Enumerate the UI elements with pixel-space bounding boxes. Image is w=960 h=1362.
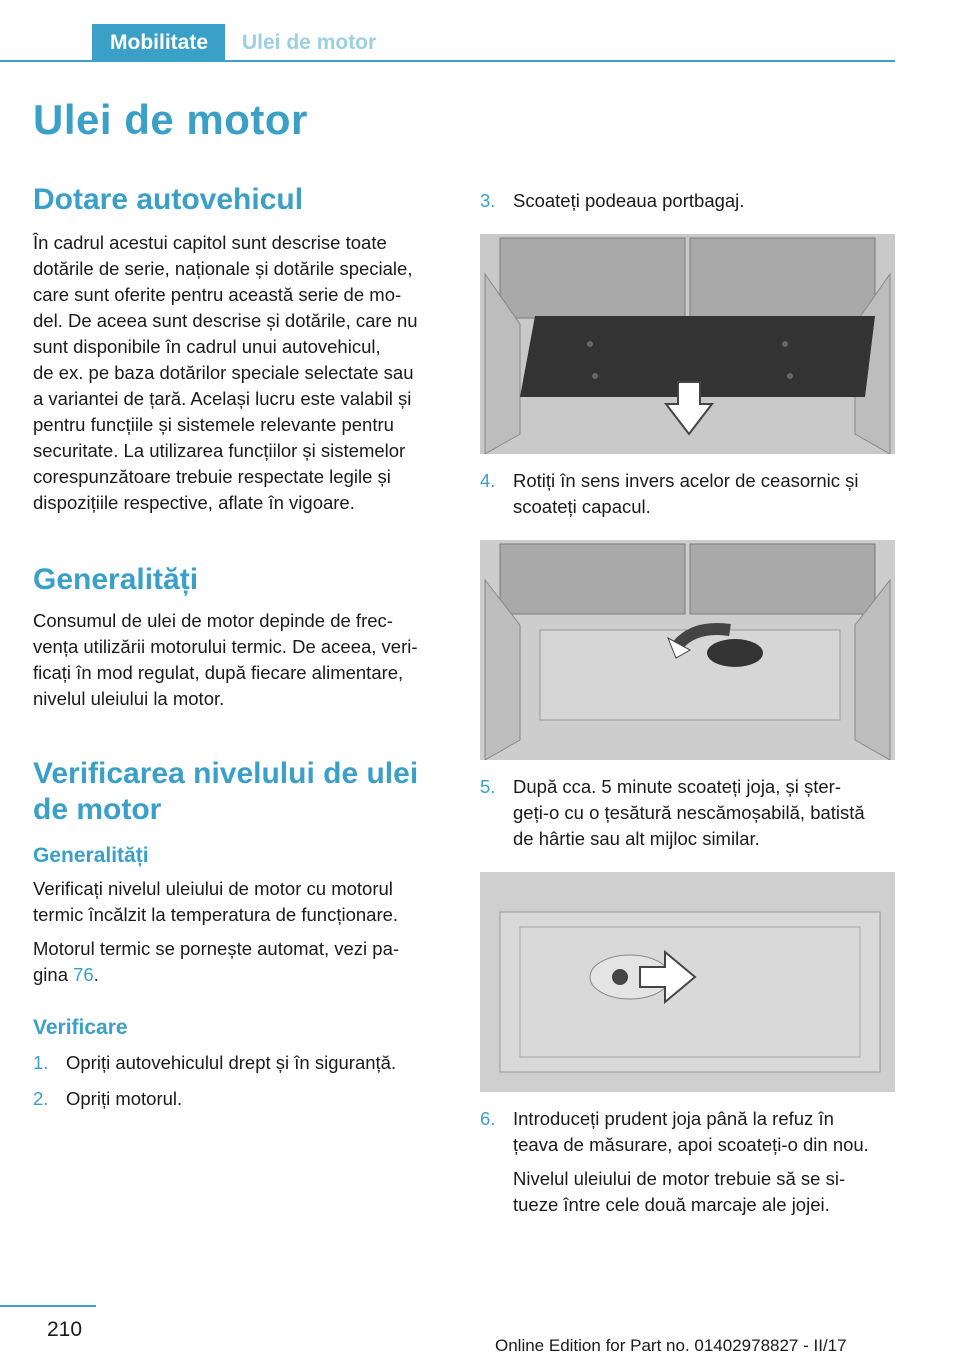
step-text: de hârtie sau alt mijloc similar. xyxy=(513,828,760,849)
step-3 xyxy=(480,188,900,214)
text-line: de ex. pe baza dotărilor speciale selectate sau xyxy=(33,362,414,383)
text-line: dispozițiile respective, aflate în vigoare. xyxy=(33,492,355,513)
trunk-floor-illustration xyxy=(480,234,895,454)
step-4 xyxy=(480,468,900,520)
text-fragment: gina xyxy=(33,964,74,985)
step-text: După cca. 5 minute scoateți joja, și șter‐ xyxy=(513,776,842,797)
step-number: 4. xyxy=(480,470,496,491)
dipstick-illustration xyxy=(480,872,895,1092)
heading-dotare-autovehicul: Dotare autovehicul xyxy=(33,183,304,216)
subheading-generalitati: Generalități xyxy=(33,844,149,867)
step-5 xyxy=(480,774,900,852)
left-column xyxy=(33,180,453,1112)
text-line: pentru funcțiile și sistemele relevante pentru xyxy=(33,414,394,435)
text-line: ficați în mod regulat, după fiecare alimentare, xyxy=(33,662,404,683)
figure-remove-cover xyxy=(480,540,895,760)
heading-line: Verificarea nivelului de ulei xyxy=(33,757,419,790)
page-number: 210 xyxy=(47,1318,83,1341)
page-link-76[interactable]: 76 xyxy=(73,964,94,985)
text-line: Consumul de ulei de motor depinde de frec‐ xyxy=(33,610,393,631)
text-line: dotările de serie, naționale și dotările speciale, xyxy=(33,258,413,279)
footer-rule xyxy=(0,1305,96,1307)
step-text: Rotiți în sens invers acelor de ceasornic și xyxy=(513,470,859,491)
text-line: nivelul uleiului la motor. xyxy=(33,688,225,709)
step-number: 1. xyxy=(33,1052,49,1073)
text-line: del. De aceea sunt descrise și dotările, care nu xyxy=(33,310,418,331)
text-line: Verificați nivelul uleiului de motor cu motorul xyxy=(33,878,393,899)
step-2 xyxy=(33,1086,453,1112)
step-number: 2. xyxy=(33,1088,49,1109)
step-6 xyxy=(480,1106,900,1218)
step-note xyxy=(513,1166,900,1218)
step-text: Nivelul uleiului de motor trebuie să se si‐ xyxy=(513,1168,846,1189)
step-number: 6. xyxy=(480,1108,496,1129)
page-title: Ulei de motor xyxy=(33,96,308,143)
verificare-steps xyxy=(33,1050,453,1112)
cover-rotation-illustration xyxy=(480,540,895,760)
step-text: scoateți capacul. xyxy=(513,496,651,517)
tab-ulei-de-motor[interactable]: Ulei de motor xyxy=(242,31,377,54)
heading-line: de motor xyxy=(33,793,162,826)
text-line xyxy=(33,962,453,988)
step-text: Introduceți prudent joja până la refuz în xyxy=(513,1108,834,1129)
step-1 xyxy=(33,1050,453,1076)
generalitati-paragraph xyxy=(33,608,453,712)
step-text: Opriți motorul. xyxy=(66,1088,183,1109)
text-line: vența utilizării motorului termic. De aceea, veri‐ xyxy=(33,636,418,657)
figure-dipstick-removal xyxy=(480,872,895,1092)
right-column xyxy=(480,180,900,1218)
subheading-verificare: Verificare xyxy=(33,1016,128,1039)
motor-paragraph xyxy=(33,936,453,988)
step-text: geți-o cu o țesătură nescămoșabilă, batistă xyxy=(513,802,865,823)
text-line: a variantei de țară. Același lucru este valabil și xyxy=(33,388,412,409)
heading-generalitati: Generalități xyxy=(33,563,199,596)
step-text: Scoateți podeaua portbagaj. xyxy=(513,190,745,211)
header-rule xyxy=(0,60,895,62)
step-number: 3. xyxy=(480,190,496,211)
tab-mobilitate[interactable]: Mobilitate xyxy=(92,24,224,61)
text-line: sunt disponibile în cadrul unui autovehicul, xyxy=(33,336,381,357)
figure-trunk-floor-removal xyxy=(480,234,895,454)
dotare-paragraph xyxy=(33,230,453,516)
text-line: corespunzătoare trebuie respectate legile și xyxy=(33,466,391,487)
step-number: 5. xyxy=(480,776,496,797)
text-line: securitate. La utilizarea funcțiilor și sistemelor xyxy=(33,440,406,461)
step-text: tueze între cele două marcaje ale jojei. xyxy=(513,1194,830,1215)
text-line: Motorul termic se pornește automat, vezi pa‐ xyxy=(33,938,400,959)
step-text: Opriți autovehiculul drept și în siguranță. xyxy=(66,1052,397,1073)
step-text: țeava de măsurare, apoi scoateți-o din nou. xyxy=(513,1134,869,1155)
text-fragment: . xyxy=(93,964,99,985)
text-line: În cadrul acestui capitol sunt descrise toate xyxy=(33,232,387,253)
edition-footer: Online Edition for Part no. 01402978827 - II/17 xyxy=(495,1336,847,1355)
text-line: termic încălzit la temperatura de funcționare. xyxy=(33,904,399,925)
sub-generalitati-paragraph xyxy=(33,876,453,928)
text-line: care sunt oferite pentru această serie de mo‐ xyxy=(33,284,402,305)
heading-verificarea-nivelului xyxy=(33,756,453,828)
